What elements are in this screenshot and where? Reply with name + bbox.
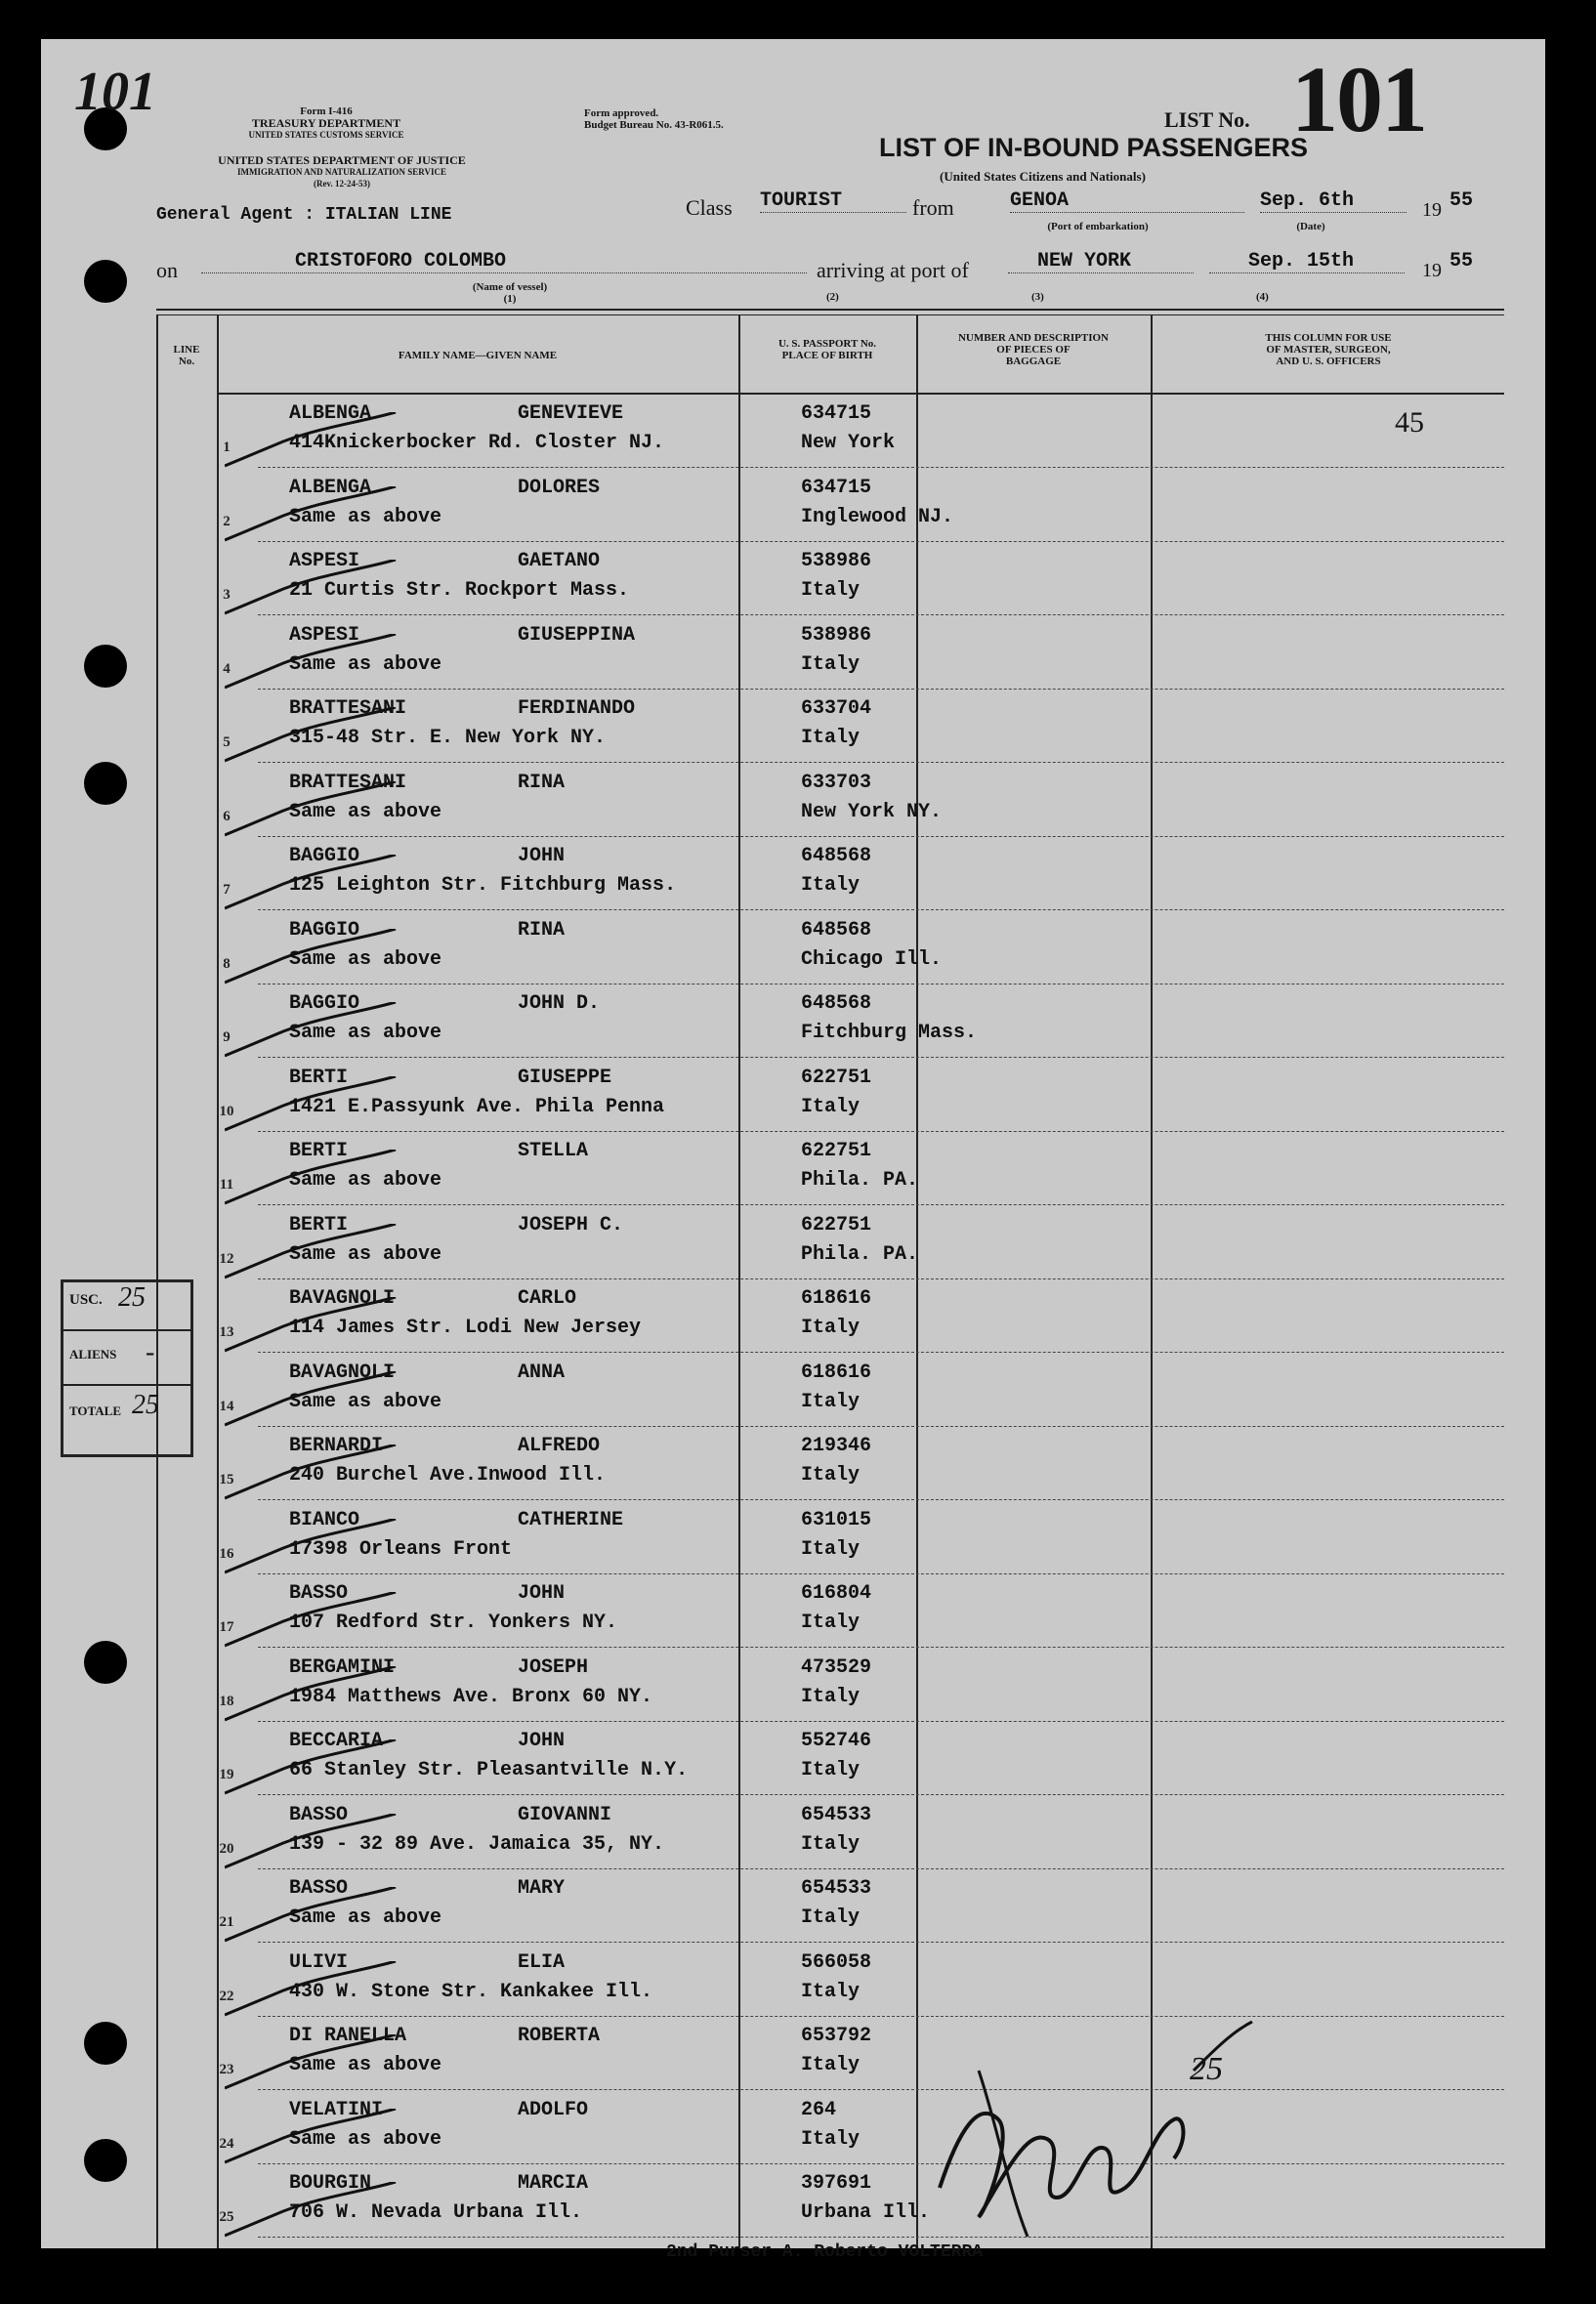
table-row	[195, 1574, 1504, 1648]
check-mark	[225, 1814, 400, 1872]
stamp-usc-label: USC.	[69, 1292, 103, 1308]
place-of-birth: Italy	[801, 1612, 861, 1634]
punch-hole	[84, 2022, 127, 2065]
purser-footer: 2nd Purser A. Roberto VOLTERRA	[666, 2242, 984, 2262]
line-number: 13	[219, 1324, 234, 1340]
passport-number: 622751	[801, 1066, 872, 1089]
col-num-4: (4)	[1256, 291, 1269, 303]
punch-hole	[84, 645, 127, 688]
passport-number: 654533	[801, 1877, 872, 1900]
passport-number: 622751	[801, 1140, 872, 1162]
table-row	[195, 1132, 1504, 1205]
family-name: BASSO	[289, 1877, 349, 1900]
passport-number: 473529	[801, 1655, 872, 1679]
line-number: 2	[223, 513, 231, 529]
row-rule	[258, 2237, 1504, 2238]
table-row	[195, 542, 1504, 615]
place-of-birth: Italy	[801, 2127, 861, 2151]
line-number: 16	[219, 1545, 234, 1562]
place-of-birth: Phila. PA.	[801, 1242, 919, 1266]
handwritten-page-number: 101	[74, 62, 156, 122]
family-name: ALBENGA	[289, 402, 372, 425]
address: 114 James Str. Lodi New Jersey	[289, 1317, 642, 1339]
place-of-birth: Italy	[801, 1464, 861, 1487]
family-name: ALBENGA	[289, 476, 372, 499]
address: Same as above	[289, 1242, 442, 1266]
given-name: JOHN D.	[518, 992, 601, 1015]
line-number: 11	[219, 1177, 234, 1193]
place-of-birth: Italy	[801, 874, 861, 897]
family-name: BERTI	[289, 1066, 349, 1089]
check-mark	[225, 1519, 400, 1577]
given-name: RINA	[518, 771, 566, 794]
check-mark	[225, 1445, 400, 1503]
col-num-3: (3)	[1031, 291, 1044, 303]
table-row	[195, 1869, 1504, 1943]
given-name: JOSEPH	[518, 1655, 589, 1679]
address: Same as above	[289, 1906, 442, 1929]
table-row	[195, 616, 1504, 690]
address: Same as above	[289, 2127, 442, 2151]
place-of-birth: Italy	[801, 1980, 861, 2003]
address: 315-48 Str. E. New York NY.	[289, 727, 607, 749]
port-caption: (Port of embarkation)	[1047, 221, 1149, 232]
address: Same as above	[289, 652, 442, 676]
line-number: 21	[219, 1914, 234, 1930]
check-mark	[225, 1150, 400, 1208]
given-name: CARLO	[518, 1287, 577, 1310]
given-name: CATHERINE	[518, 1508, 624, 1531]
line-number: 12	[219, 1250, 234, 1267]
family-name: BAGGIO	[289, 845, 360, 867]
departure-year: 55	[1449, 189, 1474, 212]
table-top-rule	[156, 309, 1504, 311]
table-row	[195, 469, 1504, 542]
address: Same as above	[289, 1390, 442, 1413]
departure-date: Sep. 6th	[1260, 189, 1407, 213]
place-of-birth: Italy	[801, 727, 861, 749]
line-number: 8	[223, 955, 231, 972]
address: 21 Curtis Str. Rockport Mass.	[289, 579, 630, 602]
line-number: 1	[223, 440, 231, 455]
signature-note: 25	[1190, 2051, 1223, 2087]
agent-line: General Agent : ITALIAN LINE	[156, 205, 452, 225]
family-name: BAVAGNOLI	[289, 1361, 396, 1384]
line-number: 25	[219, 2209, 234, 2225]
address: 706 W. Nevada Urbana Ill.	[289, 2201, 583, 2224]
line-number: 22	[219, 1988, 234, 2004]
table-row	[195, 1501, 1504, 1574]
passport-number: 633703	[801, 771, 872, 794]
col-header-passport: U. S. PASSPORT No. PLACE OF BIRTH	[777, 338, 877, 361]
address: 430 W. Stone Str. Kankakee Ill.	[289, 1980, 653, 2003]
line-number: 20	[219, 1840, 234, 1857]
given-name: DOLORES	[518, 476, 601, 499]
manifest-page	[41, 39, 1545, 2262]
line-number: 23	[219, 2062, 234, 2077]
place-of-birth: Italy	[801, 1390, 861, 1413]
table-row	[195, 2164, 1504, 2238]
address: Same as above	[289, 1169, 442, 1192]
address: 240 Burchel Ave.Inwood Ill.	[289, 1464, 607, 1487]
place-of-birth: Italy	[801, 579, 861, 602]
passport-number: 616804	[801, 1582, 872, 1605]
stamp-aliens-label: ALIENS	[69, 1347, 117, 1361]
arrival-port: NEW YORK	[1008, 250, 1194, 273]
punch-hole	[84, 1641, 127, 1684]
address: 1984 Matthews Ave. Bronx 60 NY.	[289, 1685, 653, 1708]
line-number: 10	[219, 1103, 234, 1119]
passport-number: 618616	[801, 1287, 872, 1310]
table-row	[195, 2091, 1504, 2164]
check-mark	[225, 634, 400, 692]
table-row	[195, 1427, 1504, 1500]
place-of-birth: Italy	[801, 1685, 861, 1708]
given-name: STELLA	[518, 1140, 589, 1162]
passport-number: 633704	[801, 697, 872, 720]
form-title: LIST OF IN-BOUND PASSENGERS	[879, 133, 1309, 162]
table-top-rule-2	[156, 314, 1504, 315]
address: 1421 E.Passyunk Ave. Phila Penna	[289, 1095, 665, 1118]
department-block: UNITED STATES DEPARTMENT OF JUSTICE IMMIGRATION AND NATURALIZATION SERVICE (Rev. 12-24-53)	[218, 153, 466, 189]
check-mark	[225, 486, 400, 545]
check-mark	[225, 707, 400, 766]
given-name: ELIA	[518, 1950, 566, 1974]
place-of-birth: New York	[801, 432, 896, 454]
line-number: 15	[219, 1472, 234, 1487]
on-label: on	[156, 258, 178, 282]
given-name: JOHN	[518, 1730, 566, 1752]
stamp-aliens-value: -	[146, 1337, 155, 1367]
form-subtitle: (United States Citizens and Nationals)	[940, 169, 1146, 184]
family-name: BERTI	[289, 1140, 349, 1162]
passport-number: 618616	[801, 1361, 872, 1384]
family-name: DI RANELLA	[289, 2025, 407, 2047]
given-name: RINA	[518, 918, 566, 942]
year-prefix: 19	[1422, 199, 1442, 221]
line-number: 19	[219, 1767, 234, 1782]
stamp-total-label: TOTALE	[69, 1403, 121, 1418]
check-mark	[225, 2109, 400, 2167]
place-of-birth: Chicago Ill.	[801, 947, 943, 971]
family-name: BASSO	[289, 1582, 349, 1605]
address: Same as above	[289, 2054, 442, 2076]
officer-note: 45	[1395, 406, 1424, 439]
address: 66 Stanley Str. Pleasantville N.Y.	[289, 1759, 689, 1781]
place-of-birth: New York NY.	[801, 800, 943, 823]
check-mark	[225, 412, 400, 471]
family-name: BAVAGNOLI	[289, 1287, 396, 1310]
passport-number: 566058	[801, 1950, 872, 1974]
given-name: FERDINANDO	[518, 697, 636, 720]
table-row	[195, 2017, 1504, 2090]
table-row	[195, 690, 1504, 763]
given-name: JOSEPH C.	[518, 1213, 624, 1236]
address: 139 - 32 89 Ave. Jamaica 35, NY.	[289, 1832, 665, 1856]
tally-stamp	[61, 1279, 193, 1457]
place-of-birth: Italy	[801, 1095, 861, 1118]
line-number: 9	[223, 1029, 231, 1045]
arrival-date: Sep. 15th	[1209, 250, 1405, 273]
place-of-birth: Italy	[801, 1906, 861, 1929]
given-name: MARY	[518, 1877, 566, 1900]
family-name: BERGAMINI	[289, 1655, 396, 1679]
check-mark	[225, 781, 400, 840]
check-mark	[225, 1887, 400, 1946]
given-name: ALFREDO	[518, 1435, 601, 1457]
col-header-line: LINE No.	[173, 344, 200, 367]
table-row	[195, 911, 1504, 984]
family-name: ASPESI	[289, 550, 360, 572]
check-mark	[225, 1002, 400, 1061]
check-mark	[225, 1371, 400, 1430]
table-row	[195, 1944, 1504, 2017]
check-mark	[225, 1076, 400, 1135]
family-name: BAGGIO	[289, 918, 360, 942]
family-name: BAGGIO	[289, 992, 360, 1015]
place-of-birth: Italy	[801, 1759, 861, 1781]
line-number: 5	[223, 734, 231, 750]
given-name: JOHN	[518, 845, 566, 867]
col-header-baggage: NUMBER AND DESCRIPTION OF PIECES OF BAGGAGE	[957, 332, 1110, 367]
stamp-usc-value: 25	[118, 1282, 146, 1313]
line-number: 14	[219, 1398, 234, 1414]
date-caption: (Date)	[1296, 221, 1325, 232]
family-name: BERTI	[289, 1213, 349, 1236]
check-mark	[225, 1961, 400, 2020]
line-number: 7	[223, 882, 231, 898]
address: 125 Leighton Str. Fitchburg Mass.	[289, 874, 677, 897]
form-number-block: Form I-416 TREASURY DEPARTMENT UNITED STATES CUSTOMS SERVICE	[248, 105, 404, 140]
place-of-birth: Urbana Ill.	[801, 2201, 931, 2224]
given-name: GIOVANNI	[518, 1803, 612, 1826]
check-mark	[225, 1297, 400, 1356]
vessel-name: CRISTOFORO COLOMBO	[201, 250, 807, 273]
given-name: MARCIA	[518, 2172, 589, 2195]
table-row	[195, 1279, 1504, 1353]
place-of-birth: Italy	[801, 1537, 861, 1561]
passport-number: 631015	[801, 1508, 872, 1531]
passport-number: 654533	[801, 1803, 872, 1826]
list-number: 101	[1291, 47, 1426, 151]
address: 17398 Orleans Front	[289, 1537, 513, 1561]
address: Same as above	[289, 1022, 442, 1044]
table-row	[195, 1354, 1504, 1427]
passport-number: 634715	[801, 476, 872, 499]
address: Same as above	[289, 947, 442, 971]
place-of-birth: Inglewood NJ.	[801, 505, 954, 528]
passport-number: 648568	[801, 992, 872, 1015]
table-row	[195, 1796, 1504, 1869]
passport-number: 538986	[801, 550, 872, 572]
passport-number: 538986	[801, 623, 872, 647]
stamp-total-value: 25	[132, 1390, 159, 1420]
given-name: JOHN	[518, 1582, 566, 1605]
table-row	[195, 395, 1504, 468]
line-number: 24	[219, 2135, 234, 2152]
class-value: TOURIST	[760, 189, 906, 213]
place-of-birth: Phila. PA.	[801, 1169, 919, 1192]
place-of-birth: Fitchburg Mass.	[801, 1022, 978, 1044]
class-label: Class	[686, 195, 733, 220]
year-prefix-2: 19	[1422, 260, 1442, 281]
passport-number: 648568	[801, 918, 872, 942]
place-of-birth: Italy	[801, 1317, 861, 1339]
passport-number: 264	[801, 2098, 837, 2121]
address: 414Knickerbocker Rd. Closter NJ.	[289, 432, 665, 454]
address: Same as above	[289, 800, 442, 823]
arrival-year: 55	[1449, 250, 1474, 272]
table-row	[195, 984, 1504, 1058]
passport-number: 653792	[801, 2025, 872, 2047]
passport-number: 648568	[801, 845, 872, 867]
family-name: BRATTESANI	[289, 771, 407, 794]
arriving-label: arriving at port of	[817, 258, 969, 282]
table-row	[195, 1206, 1504, 1279]
punch-hole	[84, 260, 127, 303]
passport-number: 397691	[801, 2172, 872, 2195]
check-mark	[225, 929, 400, 987]
given-name: ANNA	[518, 1361, 566, 1384]
address: 107 Redford Str. Yonkers NY.	[289, 1612, 618, 1634]
col-header-name: FAMILY NAME—GIVEN NAME	[398, 350, 558, 361]
family-name: BASSO	[289, 1803, 349, 1826]
given-name: GAETANO	[518, 550, 601, 572]
purser-signature	[920, 2012, 1291, 2246]
line-number: 3	[223, 587, 231, 603]
check-mark	[225, 2034, 400, 2093]
given-name: ADOLFO	[518, 2098, 589, 2121]
vessel-caption: (Name of vessel) (1)	[472, 281, 548, 305]
check-mark	[225, 1224, 400, 1282]
check-mark	[225, 2182, 400, 2241]
line-number: 17	[219, 1619, 234, 1635]
place-of-birth: Italy	[801, 1832, 861, 1856]
port-of-embarkation: GENOA	[1010, 189, 1244, 213]
given-name: GIUSEPPE	[518, 1066, 612, 1089]
check-mark	[225, 1666, 400, 1725]
table-row	[195, 1059, 1504, 1132]
family-name: BOURGIN	[289, 2172, 372, 2195]
given-name: ROBERTA	[518, 2025, 601, 2047]
from-label: from	[912, 195, 954, 220]
table-row	[195, 764, 1504, 837]
family-name: BERNARDI	[289, 1435, 384, 1457]
table-row	[195, 1649, 1504, 1722]
passport-number: 634715	[801, 402, 872, 425]
family-name: BECCARIA	[289, 1730, 384, 1752]
family-name: BIANCO	[289, 1508, 360, 1531]
table-row	[195, 837, 1504, 910]
passport-number: 622751	[801, 1213, 872, 1236]
col-header-officers: THIS COLUMN FOR USE OF MASTER, SURGEON, AND U. S. OFFICERS	[1265, 332, 1392, 367]
place-of-birth: Italy	[801, 652, 861, 676]
family-name: BRATTESANI	[289, 697, 407, 720]
line-number: 6	[223, 808, 231, 824]
check-mark	[225, 1739, 400, 1798]
family-name: ULIVI	[289, 1950, 349, 1974]
list-no-label: LIST No.	[1164, 107, 1250, 132]
table-row	[195, 1722, 1504, 1795]
passport-number: 552746	[801, 1730, 872, 1752]
line-number: 18	[219, 1693, 234, 1709]
approval-block: Form approved. Budget Bureau No. 43-R061.5.	[584, 107, 724, 131]
place-of-birth: Italy	[801, 2054, 861, 2076]
address: Same as above	[289, 505, 442, 528]
punch-hole	[84, 2139, 127, 2182]
family-name: VELATINI	[289, 2098, 384, 2121]
check-mark	[225, 1592, 400, 1651]
given-name: GENEVIEVE	[518, 402, 624, 425]
passport-number: 219346	[801, 1435, 872, 1457]
given-name: GIUSEPPINA	[518, 623, 636, 647]
punch-hole	[84, 762, 127, 805]
check-mark	[225, 560, 400, 618]
line-number: 4	[223, 660, 231, 677]
check-mark	[225, 855, 400, 913]
col-num-2: (2)	[826, 291, 839, 303]
family-name: ASPESI	[289, 623, 360, 647]
